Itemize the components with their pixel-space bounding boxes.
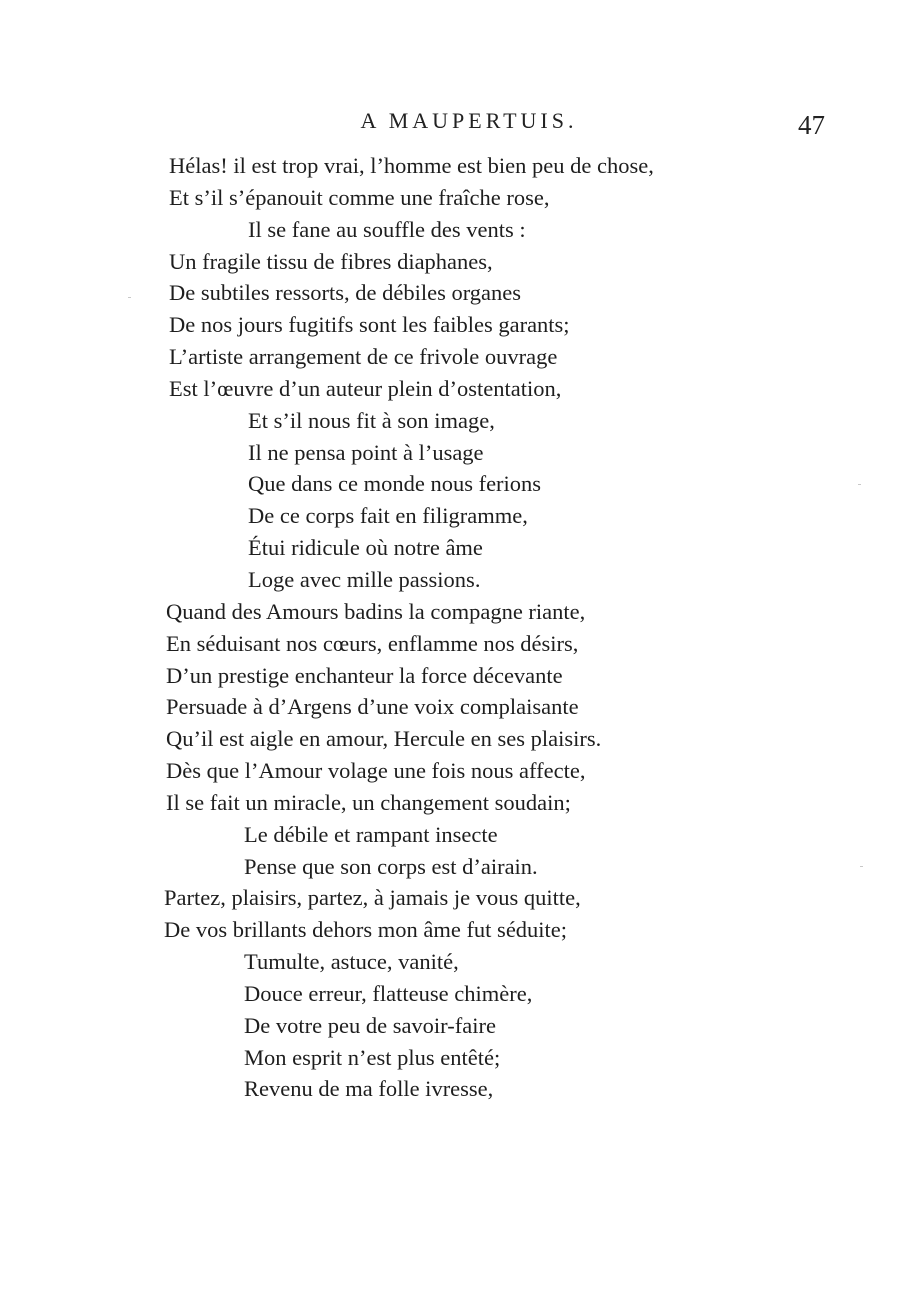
poem-line: Que dans ce monde nous ferions [248,471,542,497]
poem-line: De votre peu de savoir-faire [244,1012,496,1038]
poem-line: L’artiste arrangement de ce frivole ouvrage [169,344,558,370]
poem-line: Et s’il nous fit à son image, [248,407,495,433]
poem-line: Persuade à d’Argens d’une voix complaisante [166,694,579,720]
poem-line: De nos jours fugitifs sont les faibles garants; [169,312,570,338]
poem-line: Partez, plaisirs, partez, à jamais je vous quitte, [164,885,581,911]
poem-line: D’un prestige enchanteur la force décevante [166,662,563,688]
page-number: 47 [798,110,825,140]
poem-line: De vos brillants dehors mon âme fut séduite; [164,917,568,943]
poem-line: Et s’il s’épanouit comme une fraîche rose, [169,184,550,210]
poem-line: De subtiles ressorts, de débiles organes [169,280,522,306]
poem-line: Est l’œuvre d’un auteur plein d’ostentation, [169,375,562,401]
running-head: A MAUPERTUIS. [360,108,578,133]
poem-line: Un fragile tissu de fibres diaphanes, [169,248,493,274]
poem-line: Qu’il est aigle en amour, Hercule en ses plaisirs. [166,726,602,752]
poem-line: Il ne pensa point à l’usage [248,439,484,465]
poem-line: Il se fait un miracle, un changement soudain; [166,789,571,815]
poem-line: Mon esprit n’est plus entêté; [244,1044,501,1070]
poem-line: Revenu de ma folle ivresse, [244,1076,494,1102]
poem-line: Douce erreur, flatteuse chimère, [244,980,533,1006]
poem-line: Le débile et rampant insecte [244,821,498,847]
poem-line: Tumulte, astuce, vanité, [244,949,459,975]
poem-line: En séduisant nos cœurs, enflamme nos désirs, [166,630,579,656]
poem-line: Étui ridicule où notre âme [248,535,483,561]
poem-line: Quand des Amours badins la compagne riante, [166,598,586,624]
poem-line: Loge avec mille passions. [248,566,481,592]
poem-line: Hélas! il est trop vrai, l’homme est bien peu de chose, [169,153,654,178]
poem-line: Il se fane au souffle des vents : [248,216,526,242]
poem-line: Pense que son corps est d’airain. [244,853,538,879]
poem-line: Dès que l’Amour volage une fois nous affecte, [166,758,586,784]
poem-line: De ce corps fait en filigramme, [248,503,528,529]
poem [0,150,900,1105]
